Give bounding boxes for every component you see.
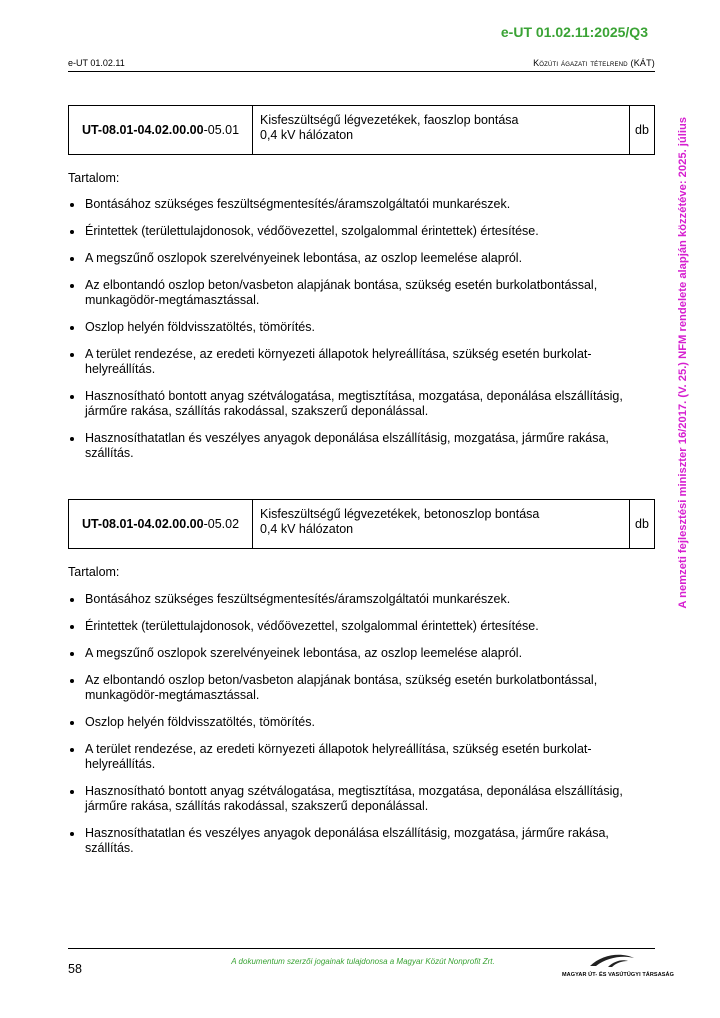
item-description	[253, 106, 630, 154]
side-publication-note	[673, 95, 693, 630]
item-unit: db	[635, 517, 649, 531]
list-item: Érintettek (területtulajdonosok, védőövezettel, szolgalommal érintettek) értesítése.	[68, 619, 648, 634]
content-label: Tartalom:	[68, 565, 120, 579]
item-code	[69, 106, 253, 154]
item-code-main: UT-08.01-04.02.00.00	[81, 123, 204, 137]
item-unit: db	[635, 123, 649, 137]
item-description-line1: Kisfeszültségű légvezetékek, betonoszlop bontása	[260, 507, 540, 521]
list-item: A terület rendezése, az eredeti környezeti állapotok helyreállítása, szükség esetén burkolat-helyreállítás.	[68, 742, 648, 772]
item-table-05-01	[68, 105, 655, 155]
page-number: 58	[68, 962, 82, 976]
item-description-line2: 0,4 kV hálózaton	[260, 522, 354, 536]
item-code	[69, 500, 253, 548]
logo-text: MAGYAR ÚT- ÉS VASÚTÜGYI TÁRSASÁG	[562, 972, 674, 978]
header-right: Közúti ágazati tételrend (KÁT)	[533, 58, 655, 68]
list-item: A megszűnő oszlopok szerelvényeinek lebontása, az oszlop leemelése alapról.	[68, 251, 648, 266]
list-item: Érintettek (területtulajdonosok, védőövezettel, szolgalommal érintettek) értesítése.	[68, 224, 648, 239]
list-item: Oszlop helyén földvisszatöltés, tömörítés.	[68, 715, 648, 730]
item-code-main: UT-08.01-04.02.00.00	[81, 517, 204, 531]
header-left: e-UT 01.02.11	[68, 58, 125, 68]
logo-swoosh-icon	[562, 950, 657, 970]
copyright-note: A dokumentum szerzői jogainak tulajdonosa a Magyar Közút Nonprofit Zrt.	[231, 957, 495, 966]
document-code: e-UT 01.02.11:2025/Q3	[500, 24, 648, 40]
item-description	[253, 500, 630, 548]
list-item: A terület rendezése, az eredeti környezeti állapotok helyreállítása, szükség esetén burkolat-helyreállítás.	[68, 347, 648, 377]
item-description-line2: 0,4 kV hálózaton	[260, 128, 354, 142]
list-item: Bontásához szükséges feszültségmentesítés/áramszolgáltatói munkarészek.	[68, 197, 648, 212]
item-table-05-02	[68, 499, 655, 549]
company-logo	[562, 950, 674, 978]
content-list-05-02	[68, 592, 648, 868]
list-item: Az elbontandó oszlop beton/vasbeton alapjának bontása, szükség esetén burkolatbontással, munkagödör-megtámasztással.	[68, 278, 648, 308]
list-item: Az elbontandó oszlop beton/vasbeton alapjának bontása, szükség esetén burkolatbontással, munkagödör-megtámasztással.	[68, 673, 648, 703]
item-code-suffix: -05.02	[203, 517, 240, 531]
item-description-line1: Kisfeszültségű légvezetékek, faoszlop bontása	[260, 113, 519, 127]
content-list-05-01	[68, 197, 648, 473]
list-item: Hasznosíthatatlan és veszélyes anyagok deponálása elszállításig, mozgatása, járműre rakása, szállítás.	[68, 826, 648, 856]
list-item: A megszűnő oszlopok szerelvényeinek lebontása, az oszlop leemelése alapról.	[68, 646, 648, 661]
list-item: Hasznosíthatatlan és veszélyes anyagok deponálása elszállításig, mozgatása, járműre rakása, szállítás.	[68, 431, 648, 461]
footer-divider	[68, 948, 655, 949]
list-item: Hasznosítható bontott anyag szétválogatása, megtisztítása, mozgatása, deponálása elszállításig, járműre rakása, szállítás rakodással, szakszerű deponálással.	[68, 389, 648, 419]
page-header	[68, 58, 655, 72]
list-item: Oszlop helyén földvisszatöltés, tömörítés.	[68, 320, 648, 335]
content-label: Tartalom:	[68, 171, 120, 185]
item-code-suffix: -05.01	[203, 123, 240, 137]
list-item: Hasznosítható bontott anyag szétválogatása, megtisztítása, mozgatása, deponálása elszállításig, járműre rakása, szállítás rakodással, szakszerű deponálással.	[68, 784, 648, 814]
list-item: Bontásához szükséges feszültségmentesítés/áramszolgáltatói munkarészek.	[68, 592, 648, 607]
side-note-text: A nemzeti fejlesztési miniszter 16/2017. (V. 25.) NFM rendelete alapján közzétéve: 2025. július	[677, 116, 689, 609]
